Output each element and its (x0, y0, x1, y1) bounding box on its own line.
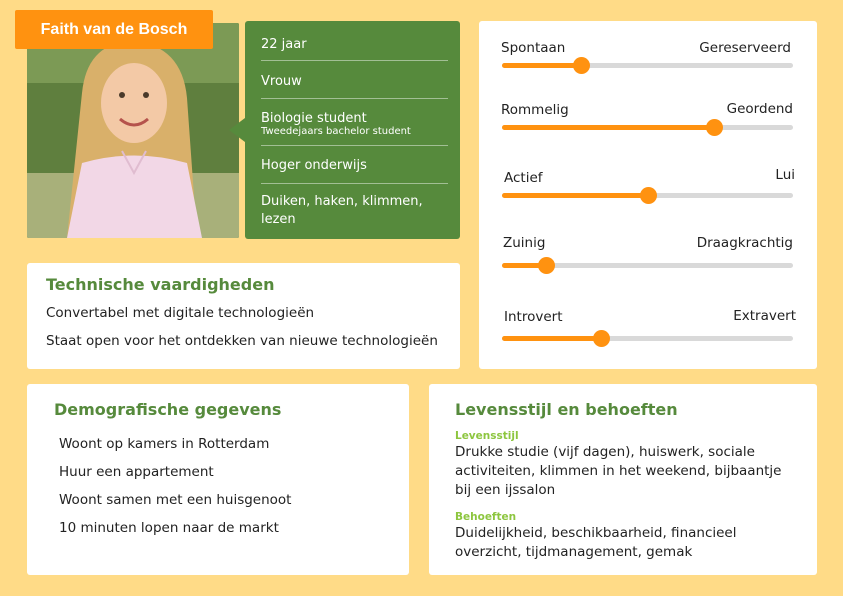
slider-0-knob (573, 57, 590, 74)
slider-1-right-label: Geordend (726, 101, 793, 117)
info-row-age (261, 21, 448, 61)
info-hobbies: Duiken, haken, klimmen, lezen (261, 194, 423, 227)
slider-0-right-label: Gereserveerd (699, 40, 791, 56)
slider-3-knob (538, 257, 555, 274)
info-education: Hoger onderwijs (261, 158, 367, 173)
info-age: 22 jaar (261, 37, 307, 52)
demographics-item-0: Woont op kamers in Rotterdam (59, 436, 270, 452)
slider-0-fill (502, 63, 581, 68)
slider-2-right-label: Lui (775, 167, 795, 183)
slider-3-right-label: Draagkrachtig (696, 235, 793, 251)
slider-4-track (502, 336, 793, 341)
info-row-gender (261, 61, 448, 99)
info-row-hobbies (261, 184, 448, 236)
lifestyle-title: Levensstijl en behoeften (455, 400, 678, 419)
slider-2-left-label: Actief (504, 170, 543, 186)
info-row-education (261, 146, 448, 184)
slider-3-track (502, 263, 793, 268)
slider-1-left-label: Rommelig (501, 102, 569, 118)
technical-item-0: Convertabel met digitale technologieën (46, 305, 315, 321)
slider-0-track (502, 63, 793, 68)
info-study: Biologie student (261, 111, 367, 126)
slider-2-track (502, 193, 793, 198)
demographics-title: Demografische gegevens (54, 400, 282, 419)
persona-photo (27, 23, 239, 238)
technical-item-1: Staat open voor het ontdekken van nieuwe technologieën (46, 333, 438, 349)
demographics-item-2: Woont samen met een huisgenoot (59, 492, 292, 508)
persona-name: Faith van de Bosch (15, 10, 213, 49)
slider-4-left-label: Introvert (504, 309, 563, 325)
slider-4-knob (593, 330, 610, 347)
slider-4-right-label: Extravert (733, 308, 796, 324)
persona-photo-illustration (27, 23, 239, 238)
info-panel-pointer (229, 118, 245, 142)
lifestyle-label: Levensstijl (455, 430, 519, 442)
slider-3-left-label: Zuinig (503, 235, 546, 251)
info-study-sub: Tweedejaars bachelor student (261, 126, 411, 137)
demographics-item-1: Huur een appartement (59, 464, 214, 480)
slider-2-knob (640, 187, 657, 204)
slider-1-track (502, 125, 793, 130)
demographics-item-3: 10 minuten lopen naar de markt (59, 520, 279, 536)
slider-4-fill (502, 336, 601, 341)
lifestyle-text: Drukke studie (vijf dagen), huiswerk, sociale activiteiten, klimmen in het weekend, bijbaantje bij een ijssalon (455, 444, 782, 498)
info-row-study (261, 99, 448, 146)
technical-title: Technische vaardigheden (46, 275, 275, 294)
slider-1-fill (502, 125, 714, 130)
info-panel (245, 21, 460, 239)
needs-text: Duidelijkheid, beschikbaarheid, financieel overzicht, tijdmanagement, gemak (455, 525, 737, 560)
slider-2-fill (502, 193, 648, 198)
needs-label: Behoeften (455, 511, 517, 523)
slider-0-left-label: Spontaan (501, 40, 566, 56)
info-gender: Vrouw (261, 74, 302, 89)
